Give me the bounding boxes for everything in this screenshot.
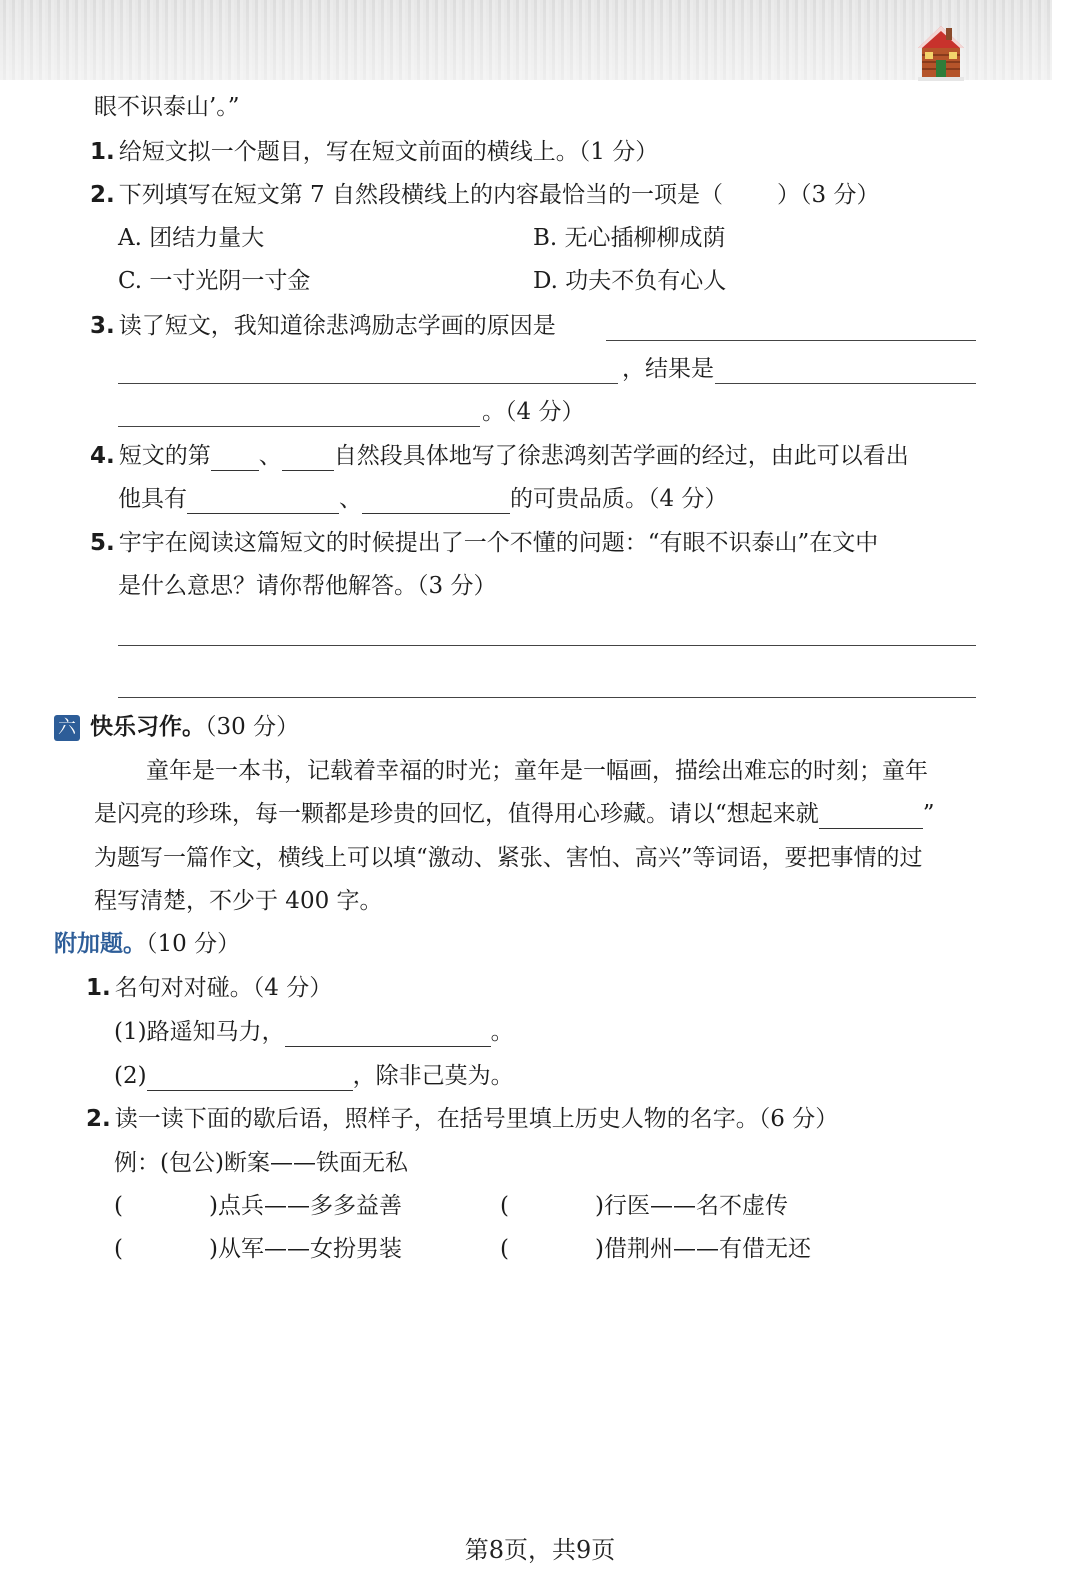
answer-blank[interactable] <box>362 489 510 514</box>
xiehouyu-text: )从军——女扮男装 <box>208 1236 402 1262</box>
question-text: 读一读下面的歇后语，照样子，在括号里填上历史人物的名字。（6 分） <box>114 1106 839 1132</box>
section-score: （30 分） <box>205 714 300 740</box>
xiehouyu-item <box>500 1191 788 1221</box>
extra-1-line-2 <box>114 1061 514 1091</box>
answer-line[interactable] <box>118 426 480 427</box>
answer-blank[interactable] <box>211 446 259 471</box>
question-text: 下列填写在短文第 7 自然段横线上的内容最恰当的一项是（ <box>118 182 724 208</box>
xiehouyu-text: )点兵——多多益善 <box>208 1193 402 1219</box>
cabin-icon <box>916 22 966 82</box>
quote-text: (1)路遥知马力， <box>114 1019 285 1045</box>
question-score: 。（4 分） <box>482 399 585 425</box>
question-number: 1. <box>86 975 111 1001</box>
xiehouyu-item <box>114 1234 402 1264</box>
question-4 <box>90 441 909 471</box>
question-score: ）（3 分） <box>777 182 880 208</box>
question-text: 宇宇在阅读这篇短文的时候提出了一个不懂的问题：“有眼不识泰山”在文中 <box>118 530 879 556</box>
page-footer: 第8页，共9页 <box>464 1536 616 1564</box>
essay-prompt-line: 为题写一篇作文，横线上可以填“激动、紧张、害怕、高兴”等词语，要把事情的过 <box>94 845 923 871</box>
extra-heading <box>54 929 240 959</box>
option-c: C. 一寸光阴一寸金 <box>118 268 311 294</box>
option-b: B. 无心插柳柳成荫 <box>533 225 726 251</box>
open-paren: ( <box>500 1193 509 1219</box>
open-paren: ( <box>114 1236 123 1262</box>
section-badge: 六 <box>54 715 80 741</box>
question-number: 2. <box>90 182 115 208</box>
quote-text: (2) <box>114 1063 147 1089</box>
option-a: A. 团结力量大 <box>118 225 265 251</box>
question-3 <box>90 311 556 341</box>
answer-blank[interactable] <box>187 489 339 514</box>
essay-prompt-line: 程写清楚，不少于 400 字。 <box>94 888 383 914</box>
xiehouyu-item <box>500 1234 811 1264</box>
question-text: 自然段具体地写了徐悲鸿刻苦学画的经过，由此可以看出 <box>333 443 909 469</box>
extra-score: （10 分） <box>146 931 241 957</box>
question-text: 短文的第 <box>118 443 211 469</box>
xiehouyu-text: )借荆州——有借无还 <box>594 1236 811 1262</box>
answer-line[interactable] <box>606 340 976 341</box>
question-1 <box>90 137 658 167</box>
answer-blank[interactable] <box>282 446 334 471</box>
question-5 <box>90 528 878 558</box>
answer-line[interactable] <box>118 697 976 698</box>
xiehouyu-text: )行医——名不虚传 <box>594 1193 788 1219</box>
essay-prompt-text: ” <box>922 801 935 827</box>
question-number: 5. <box>90 530 115 556</box>
answer-blank[interactable] <box>147 1066 353 1091</box>
question-text: 的可贵品质。（4 分） <box>510 486 728 512</box>
question-number: 2. <box>86 1106 111 1132</box>
open-paren: ( <box>500 1236 509 1262</box>
essay-prompt-line: 童年是一本书，记载着幸福的时光；童年是一幅画，描绘出难忘的时刻；童年 <box>146 758 928 784</box>
question-text: 他具有 <box>118 486 187 512</box>
question-text: 给短文拟一个题目，写在短文前面的横线上。（1 分） <box>118 139 659 165</box>
answer-line[interactable] <box>118 383 618 384</box>
section-title: 快乐习作。 <box>90 714 205 740</box>
question-4-line2 <box>118 484 727 514</box>
question-number: 1. <box>90 139 115 165</box>
quote-text: ，除非己莫为。 <box>352 1063 514 1089</box>
question-text: 读了短文，我知道徐悲鸿励志学画的原因是 <box>118 313 556 339</box>
example-line: 例：(包公)断案——铁面无私 <box>114 1150 408 1176</box>
answer-line[interactable] <box>715 383 976 384</box>
extra-question-2 <box>86 1104 838 1134</box>
question-2 <box>90 180 879 210</box>
question-text: ，结果是 <box>622 356 714 382</box>
essay-title-blank[interactable] <box>819 804 923 829</box>
question-5-line2: 是什么意思？请你帮他解答。（3 分） <box>118 573 497 599</box>
question-text: 名句对对碰。（4 分） <box>114 975 333 1001</box>
continuation-line: 眼不识泰山’。” <box>94 94 240 120</box>
section-6-heading <box>54 712 299 742</box>
question-number: 4. <box>90 443 115 469</box>
extra-title: 附加题。 <box>54 931 146 957</box>
quote-text: 。 <box>490 1019 514 1045</box>
xiehouyu-item <box>114 1191 402 1221</box>
answer-line[interactable] <box>118 645 976 646</box>
answer-blank[interactable] <box>285 1022 491 1047</box>
separator: 、 <box>339 486 362 512</box>
essay-prompt-line <box>94 799 935 829</box>
question-number: 3. <box>90 313 115 339</box>
open-paren: ( <box>114 1193 123 1219</box>
option-d: D. 功夫不负有心人 <box>533 268 727 294</box>
essay-prompt-text: 是闪亮的珍珠，每一颗都是珍贵的回忆，值得用心珍藏。请以“想起来就 <box>94 801 819 827</box>
extra-question-1 <box>86 973 332 1003</box>
header-band <box>0 0 1052 80</box>
extra-1-line-1 <box>114 1017 514 1047</box>
separator: 、 <box>258 443 282 469</box>
